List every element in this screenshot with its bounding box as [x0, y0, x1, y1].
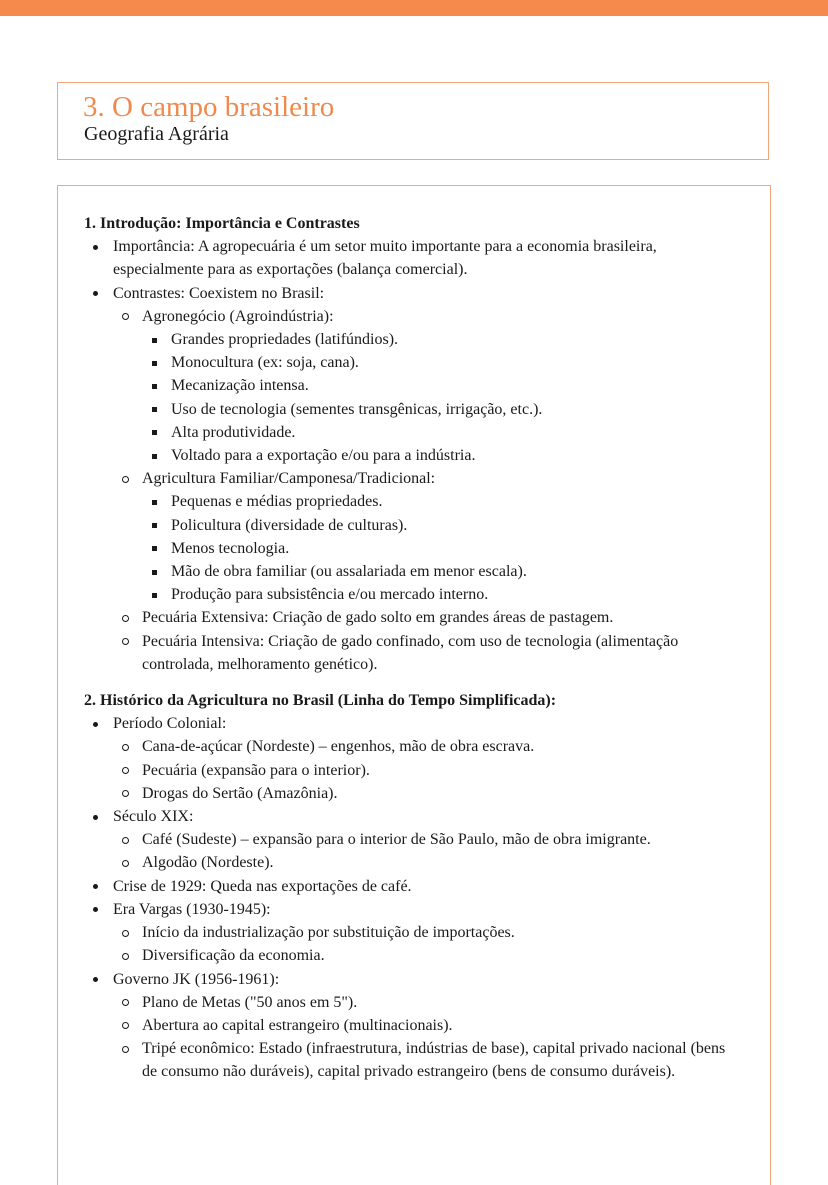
bullet-circle-icon — [122, 953, 129, 960]
list-item — [142, 514, 744, 537]
list-item-text: Crise de 1929: Queda nas exportações de café. — [113, 877, 412, 895]
list-item — [113, 467, 744, 606]
content-box — [57, 185, 771, 1185]
list-item-text: Grandes propriedades (latifúndios). — [171, 331, 399, 349]
section-gap — [84, 676, 744, 689]
list-item — [84, 235, 744, 281]
list-item — [113, 1014, 744, 1037]
bullet-square-icon — [152, 593, 157, 598]
list-item-text: Era Vargas (1930-1945): — [113, 900, 271, 918]
list-item — [84, 898, 744, 968]
bullet-circle-icon — [122, 837, 129, 844]
page-subtitle: Geografia Agrária — [84, 123, 229, 145]
bullet-square-icon — [152, 523, 157, 528]
bullet-square-icon — [152, 430, 157, 435]
list-item-text: Algodão (Nordeste). — [142, 854, 274, 872]
content — [84, 212, 744, 1084]
list-item-text: Governo JK (1956-1961): — [113, 970, 280, 988]
list-item — [113, 630, 744, 676]
bullet-circle-icon — [122, 999, 129, 1006]
list-item-text: Drogas do Sertão (Amazônia). — [142, 784, 338, 802]
list-item-text: Policultura (diversidade de culturas). — [171, 516, 408, 534]
list-item-text: Café (Sudeste) – expansão para o interior de São Paulo, mão de obra imigrante. — [142, 831, 651, 849]
list-item-text: Século XIX: — [113, 808, 194, 826]
list-item — [142, 374, 744, 397]
bullet-square-icon — [152, 546, 157, 551]
bullet-circle-icon — [122, 476, 129, 483]
list-item-text: Cana-de-açúcar (Nordeste) – engenhos, mão de obra escrava. — [142, 738, 535, 756]
list-item-text: Importância: A agropecuária é um setor muito importante para a economia brasileira, especialmente para as exportações (balança comercial). — [113, 238, 657, 279]
sublist — [113, 921, 744, 967]
list-item — [142, 328, 744, 351]
list-item-text: Contrastes: Coexistem no Brasil: — [113, 284, 325, 302]
list-item — [113, 991, 744, 1014]
bullet-disc-icon — [93, 815, 98, 820]
list-item — [84, 875, 744, 898]
bullet-disc-icon — [93, 291, 98, 296]
list-item — [113, 782, 744, 805]
bullet-circle-icon — [122, 790, 129, 797]
page-title: 3. O campo brasileiro — [83, 91, 335, 123]
bullet-disc-icon — [93, 907, 98, 912]
list-item-text: Voltado para a exportação e/ou para a indústria. — [171, 447, 476, 465]
list-item-text: Mão de obra familiar (ou assalariada em menor escala). — [171, 563, 527, 581]
bullet-circle-icon — [122, 744, 129, 751]
section-2-list — [84, 712, 744, 1083]
list-item-text: Início da industrialização por substituição de importações. — [142, 924, 515, 942]
bullet-square-icon — [152, 407, 157, 412]
bullet-circle-icon — [122, 615, 129, 622]
section-heading-2: 2. Histórico da Agricultura no Brasil (Linha do Tempo Simplificada): — [84, 692, 557, 710]
bullet-circle-icon — [122, 638, 129, 645]
list-item — [113, 1037, 744, 1083]
bullet-square-icon — [152, 384, 157, 389]
list-item-text: Diversificação da economia. — [142, 947, 325, 965]
list-item-text: Mecanização intensa. — [171, 377, 309, 395]
list-item-text: Pecuária Intensiva: Criação de gado confinado, com uso de tecnologia (alimentação controlada, melhoramento genético). — [142, 632, 679, 673]
list-item — [84, 805, 744, 875]
list-item — [113, 851, 744, 874]
list-item-text: Menos tecnologia. — [171, 539, 290, 557]
list-item-text: Uso de tecnologia (sementes transgênicas, irrigação, etc.). — [171, 400, 543, 418]
bullet-disc-icon — [93, 722, 98, 727]
bullet-circle-icon — [122, 313, 129, 320]
list-item — [84, 282, 744, 676]
list-item — [142, 351, 744, 374]
list-item-text: Agronegócio (Agroindústria): — [142, 307, 334, 325]
bullet-circle-icon — [122, 860, 129, 867]
list-item-text: Pequenas e médias propriedades. — [171, 493, 383, 511]
bullet-square-icon — [152, 500, 157, 505]
list-item-text: Agricultura Familiar/Camponesa/Tradicional: — [142, 470, 436, 488]
list-item — [113, 944, 744, 967]
list-item — [142, 444, 744, 467]
section-1-list — [84, 235, 744, 676]
sublist — [142, 328, 744, 467]
list-item-text: Pecuária Extensiva: Criação de gado solto em grandes áreas de pastagem. — [142, 609, 614, 627]
list-item-text: Produção para subsistência e/ou mercado interno. — [171, 586, 489, 604]
list-item — [113, 828, 744, 851]
list-item-text: Tripé econômico: Estado (infraestrutura, indústrias de base), capital privado nacional (bens de consumo não duráveis), capital privado estrangeiro (bens de consumo duráveis). — [142, 1040, 726, 1081]
sublist — [113, 828, 744, 874]
bullet-square-icon — [152, 570, 157, 575]
bullet-circle-icon — [122, 1022, 129, 1029]
sublist — [113, 735, 744, 805]
section-heading-1: 1. Introdução: Importância e Contrastes — [84, 215, 360, 232]
list-item — [113, 735, 744, 758]
bullet-circle-icon — [122, 767, 129, 774]
list-item-text: Plano de Metas ("50 anos em 5"). — [142, 993, 358, 1011]
title-box — [57, 82, 769, 160]
list-item — [142, 560, 744, 583]
list-item — [142, 583, 744, 606]
list-item-text: Alta produtividade. — [171, 423, 296, 441]
list-item — [84, 712, 744, 805]
sublist — [113, 305, 744, 676]
list-item — [113, 921, 744, 944]
list-item — [142, 490, 744, 513]
sublist — [113, 991, 744, 1084]
list-item-text: Período Colonial: — [113, 715, 227, 733]
list-item — [142, 537, 744, 560]
list-item — [142, 421, 744, 444]
bullet-circle-icon — [122, 930, 129, 937]
list-item-text: Pecuária (expansão para o interior). — [142, 761, 370, 779]
list-item-text: Abertura ao capital estrangeiro (multinacionais). — [142, 1016, 453, 1034]
list-item — [113, 759, 744, 782]
list-item-text: Monocultura (ex: soja, cana). — [171, 354, 359, 372]
bullet-disc-icon — [93, 884, 98, 889]
bullet-square-icon — [152, 338, 157, 343]
sublist — [142, 490, 744, 606]
bullet-disc-icon — [93, 977, 98, 982]
bullet-square-icon — [152, 454, 157, 459]
list-item — [113, 606, 744, 629]
bullet-circle-icon — [122, 1046, 129, 1053]
bullet-square-icon — [152, 361, 157, 366]
top-accent-bar — [0, 0, 828, 16]
bullet-disc-icon — [93, 245, 98, 250]
list-item — [142, 398, 744, 421]
list-item — [84, 968, 744, 1084]
list-item — [113, 305, 744, 467]
